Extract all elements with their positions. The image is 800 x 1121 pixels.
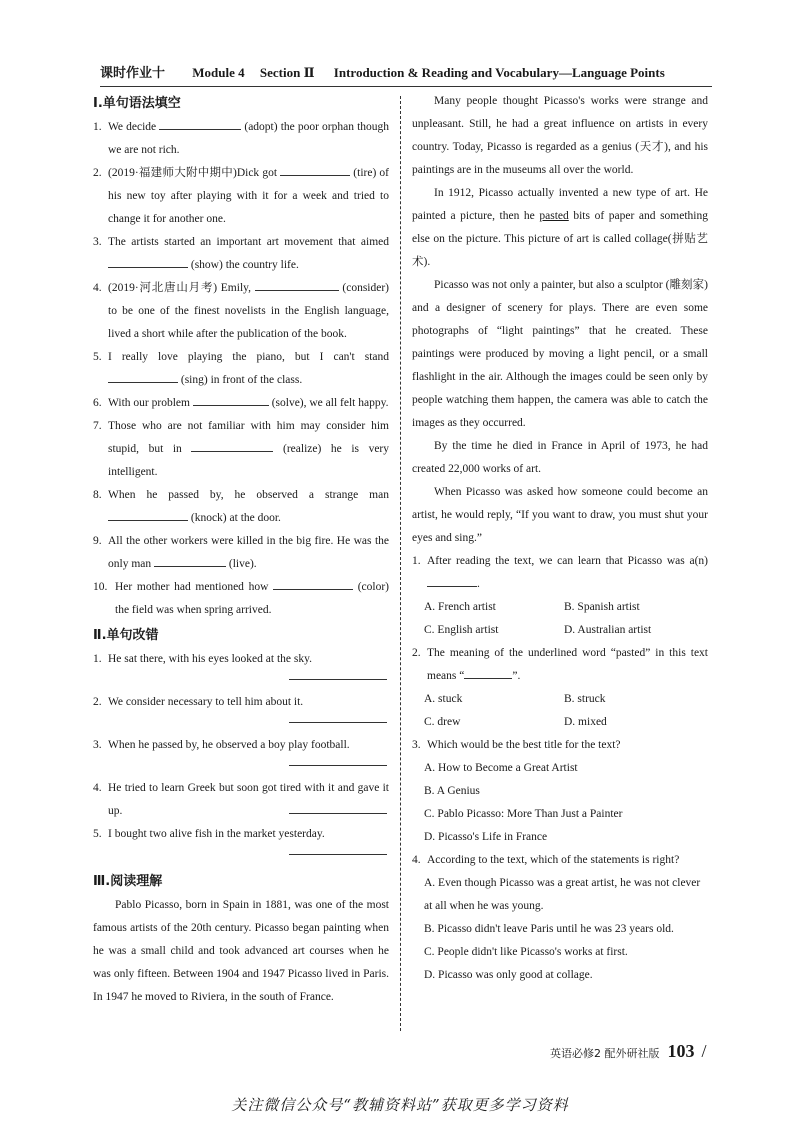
section-3-heading: Ⅲ.阅读理解 — [93, 874, 163, 889]
option-c[interactable]: C. English artist — [424, 624, 499, 636]
reading-question-2: 2. The meaning of the underlined word “pasted” in this text means “ ”. — [412, 647, 708, 682]
page-number: 103 — [667, 1041, 695, 1061]
option-b[interactable]: B. struck — [564, 693, 606, 705]
option-b[interactable]: B. Spanish artist — [564, 601, 640, 613]
grammar-item-10: 10. Her mother had mentioned how (color) the field was when spring arrived. — [93, 576, 389, 622]
answer-blank[interactable] — [108, 369, 178, 383]
grammar-item-6: 6. With our problem (solve), we all felt happy. — [93, 392, 389, 415]
right-column — [412, 90, 708, 987]
correction-item-1: 1. He sat there, with his eyes looked at the sky. — [93, 653, 312, 665]
passage-paragraph-4: Picasso was not only a painter, but also a sculptor (雕刻家) and a designer of scenery for plays. There are even some photographs of “light paintings” that he created. These paintings were produced by moving a light pencil, or a small flashlight in the air. Although the images could be seen only by people watching them happen, the camera was able to catch the images as they occurred. — [412, 279, 708, 429]
grammar-item-2: 2. (2019·福建师大附中期中)Dick got (tire) of his new toy after playing with it for a week and tried to change it for another one. — [93, 162, 389, 231]
grammar-item-3: 3. The artists started an important art movement that aimed (show) the country life. — [93, 236, 389, 271]
passage-paragraph-2: Many people thought Picasso's works were strange and unpleasant. Still, he had a great influence on artists in every country. Today, Picasso is regarded as a genius (天才), and his paintings are in the museums all over the world. — [412, 95, 708, 176]
header-rule — [100, 86, 712, 87]
grammar-item-5: 5. I really love playing the piano, but I can't stand (sing) in front of the class. — [93, 351, 389, 386]
passage-paragraph-1: Pablo Picasso, born in Spain in 1881, was one of the most famous artists of the 20th century. Picasso began painting when he was a small child and took advanced art courses when he was only fifteen. Between 1904 and 1947 Picasso lived in Paris. In 1947 he moved to Riviera, in the south of France. — [93, 899, 389, 1003]
passage-paragraph-5: By the time he died in France in April of 1973, he had created 22,000 works of art. — [412, 440, 708, 475]
answer-blank[interactable] — [464, 665, 512, 679]
header-title: Introduction & Reading and Vocabulary—Language Points — [333, 65, 665, 80]
option-d[interactable]: D. mixed — [564, 716, 607, 728]
left-column — [93, 90, 389, 1009]
page-header — [100, 62, 710, 84]
handwritten-slogan: 关注微信公众号“教辅资料站”获取更多学习资料 — [231, 1096, 569, 1114]
page-footer — [550, 1041, 710, 1061]
page-slash: / — [701, 1041, 707, 1061]
option-c[interactable]: C. drew — [424, 716, 461, 728]
grammar-item-4: 4. (2019·河北唐山月考) Emily, (consider) to be one of the finest novelists in the English language, lived a short while after the publication of the book. — [93, 277, 389, 346]
grammar-item-8: 8. When he passed by, he observed a strange man (knock) at the door. — [93, 489, 389, 524]
reading-question-3: 3. Which would be the best title for the text? — [412, 739, 621, 751]
correction-item-2: 2. We consider necessary to tell him about it. — [93, 696, 304, 708]
answer-line[interactable] — [93, 846, 389, 866]
question-2-options — [412, 688, 708, 734]
answer-line[interactable] — [93, 757, 389, 777]
column-divider — [400, 96, 401, 1031]
answer-blank[interactable] — [154, 553, 226, 567]
answer-blank[interactable] — [159, 116, 241, 130]
answer-blank[interactable] — [427, 573, 477, 587]
answer-line[interactable] — [93, 671, 389, 691]
lesson-label: 课时作业十 — [100, 65, 166, 80]
passage-paragraph-3: In 1912, Picasso actually invented a new type of art. He painted a picture, then he pasted bits of paper and something else on the picture. This picture of art is called collage(拼贴艺术). — [412, 187, 708, 268]
answer-blank[interactable] — [280, 162, 350, 176]
reading-question-1: 1. After reading the text, we can learn that Picasso was a(n) . — [412, 555, 708, 590]
answer-blank[interactable] — [108, 254, 188, 268]
answer-blank[interactable] — [193, 392, 269, 406]
option-a[interactable]: A. French artist — [424, 601, 496, 613]
section-1-heading: Ⅰ.单句语法填空 — [93, 96, 181, 111]
reading-question-4: 4. According to the text, which of the statements is right? — [412, 854, 680, 866]
option-d[interactable]: D. Picasso's Life in France — [424, 831, 548, 843]
underlined-word: pasted — [539, 210, 569, 222]
section-label: Section Ⅱ — [259, 65, 315, 80]
correction-item-5: 5. I bought two alive fish in the market yesterday. — [93, 828, 325, 840]
option-d[interactable]: D. Picasso was only good at collage. — [424, 969, 593, 981]
passage-paragraph-6: When Picasso was asked how someone could become an artist, he would reply, “If you want to draw, you must shut your eyes and sing.” — [412, 486, 708, 544]
option-b[interactable]: B. A Genius — [424, 785, 480, 797]
option-a[interactable]: A. Even though Picasso was a great artist, he was not clever at all when he was young. — [424, 877, 701, 912]
option-d[interactable]: D. Australian artist — [564, 624, 652, 636]
option-c[interactable]: C. People didn't like Picasso's works at first. — [424, 946, 628, 958]
module-label: Module 4 — [192, 65, 245, 80]
answer-blank[interactable] — [255, 277, 339, 291]
answer-blank[interactable] — [108, 507, 188, 521]
question-1-options — [412, 596, 708, 642]
option-b[interactable]: B. Picasso didn't leave Paris until he was 23 years old. — [424, 923, 674, 935]
correction-item-4: 4. He tried to learn Greek but soon got tired with it and gave it up. — [93, 782, 389, 817]
grammar-item-7: 7. Those who are not familiar with him may consider him stupid, but in (realize) he is very intelligent. — [93, 420, 390, 478]
answer-line[interactable] — [93, 714, 389, 734]
grammar-item-9: 9. All the other workers were killed in the big fire. He was the only man (live). — [93, 535, 389, 570]
option-a[interactable]: A. stuck — [424, 693, 463, 705]
option-a[interactable]: A. How to Become a Great Artist — [424, 762, 578, 774]
book-tag: 英语必修2 配外研社版 — [550, 1047, 660, 1060]
correction-item-3: 3. When he passed by, he observed a boy play football. — [93, 739, 350, 751]
answer-blank[interactable] — [191, 438, 273, 452]
answer-blank[interactable] — [273, 576, 353, 590]
section-2-heading: Ⅱ.单句改错 — [93, 628, 159, 643]
option-c[interactable]: C. Pablo Picasso: More Than Just a Painter — [424, 808, 623, 820]
grammar-item-1: 1. We decide (adopt) the poor orphan though we are not rich. — [93, 116, 389, 162]
